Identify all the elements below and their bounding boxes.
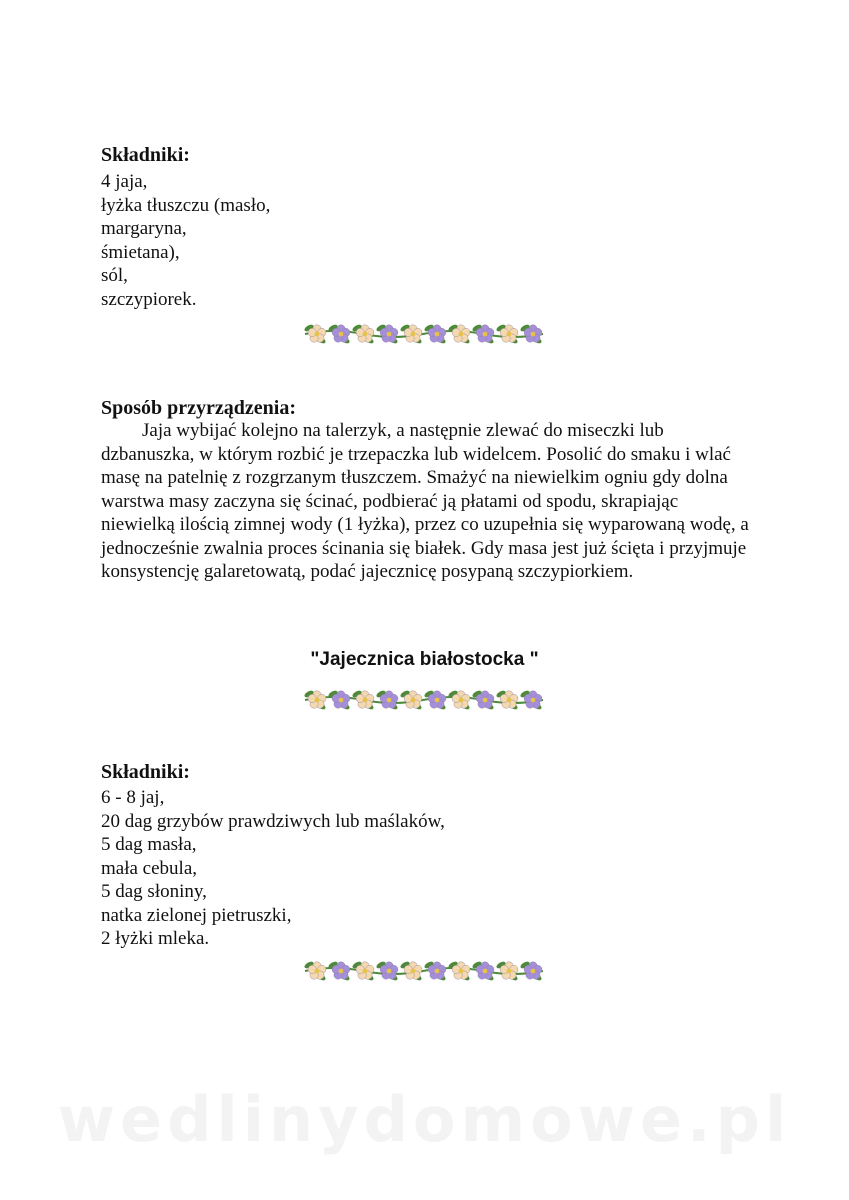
preparation-heading: Sposób przyrządzenia:	[101, 397, 296, 419]
floral-divider-icon	[303, 687, 545, 713]
list-item: 4 jaja,	[101, 171, 148, 192]
list-item: natka zielonej pietruszki,	[101, 904, 292, 926]
list-item: łyżka tłuszczu (masło,	[101, 194, 271, 216]
list-item: mała cebula,	[101, 857, 198, 879]
list-item: margaryna,	[101, 218, 187, 239]
floral-divider-icon	[303, 321, 545, 347]
ingredients-list	[101, 786, 445, 951]
list-item: śmietana),	[101, 241, 180, 263]
list-item: szczypiorek.	[101, 288, 197, 310]
floral-divider-icon	[303, 958, 545, 984]
recipe-title: "Jajecznica białostocka "	[310, 649, 539, 670]
list-item: sól,	[101, 265, 128, 286]
preparation-paragraph: Jaja wybijać kolejno na talerzyk, a następnie zlewać do miseczki lub dzbanuszka, w którym rozbić je trzepaczka lub widelcem. Posolić do smaku i wlać masę na patelnię z rozgrzanym tłuszczem. Smażyć na niewielkim ogniu gdy dolna warstwa masy zaczyna się ścinać, podbierać ją płatami od spodu, skrapiając niewielką ilością zimnej wody (1 łyżka), przez co uzupełnia się wyparowaną wodę, a jednocześnie zwalnia proces ścinania się białek. Gdy masa jest już ścięta i przyjmuje konsystencję galaretowatą, podać jajecznicę posypaną szczypiorkiem.	[101, 420, 749, 582]
ingredients-heading: Składniki:	[101, 761, 190, 783]
list-item: 2 łyżki mleka.	[101, 928, 210, 949]
ingredients-heading: Składniki:	[101, 144, 190, 166]
watermark: wedlinydomowe.pl	[57, 1083, 792, 1156]
list-item: 5 dag słoniny,	[101, 881, 207, 902]
ingredients-list	[101, 170, 270, 311]
list-item: 20 dag grzybów prawdziwych lub maślaków,	[101, 810, 445, 832]
list-item: 6 - 8 jaj,	[101, 787, 165, 808]
list-item: 5 dag masła,	[101, 834, 197, 855]
